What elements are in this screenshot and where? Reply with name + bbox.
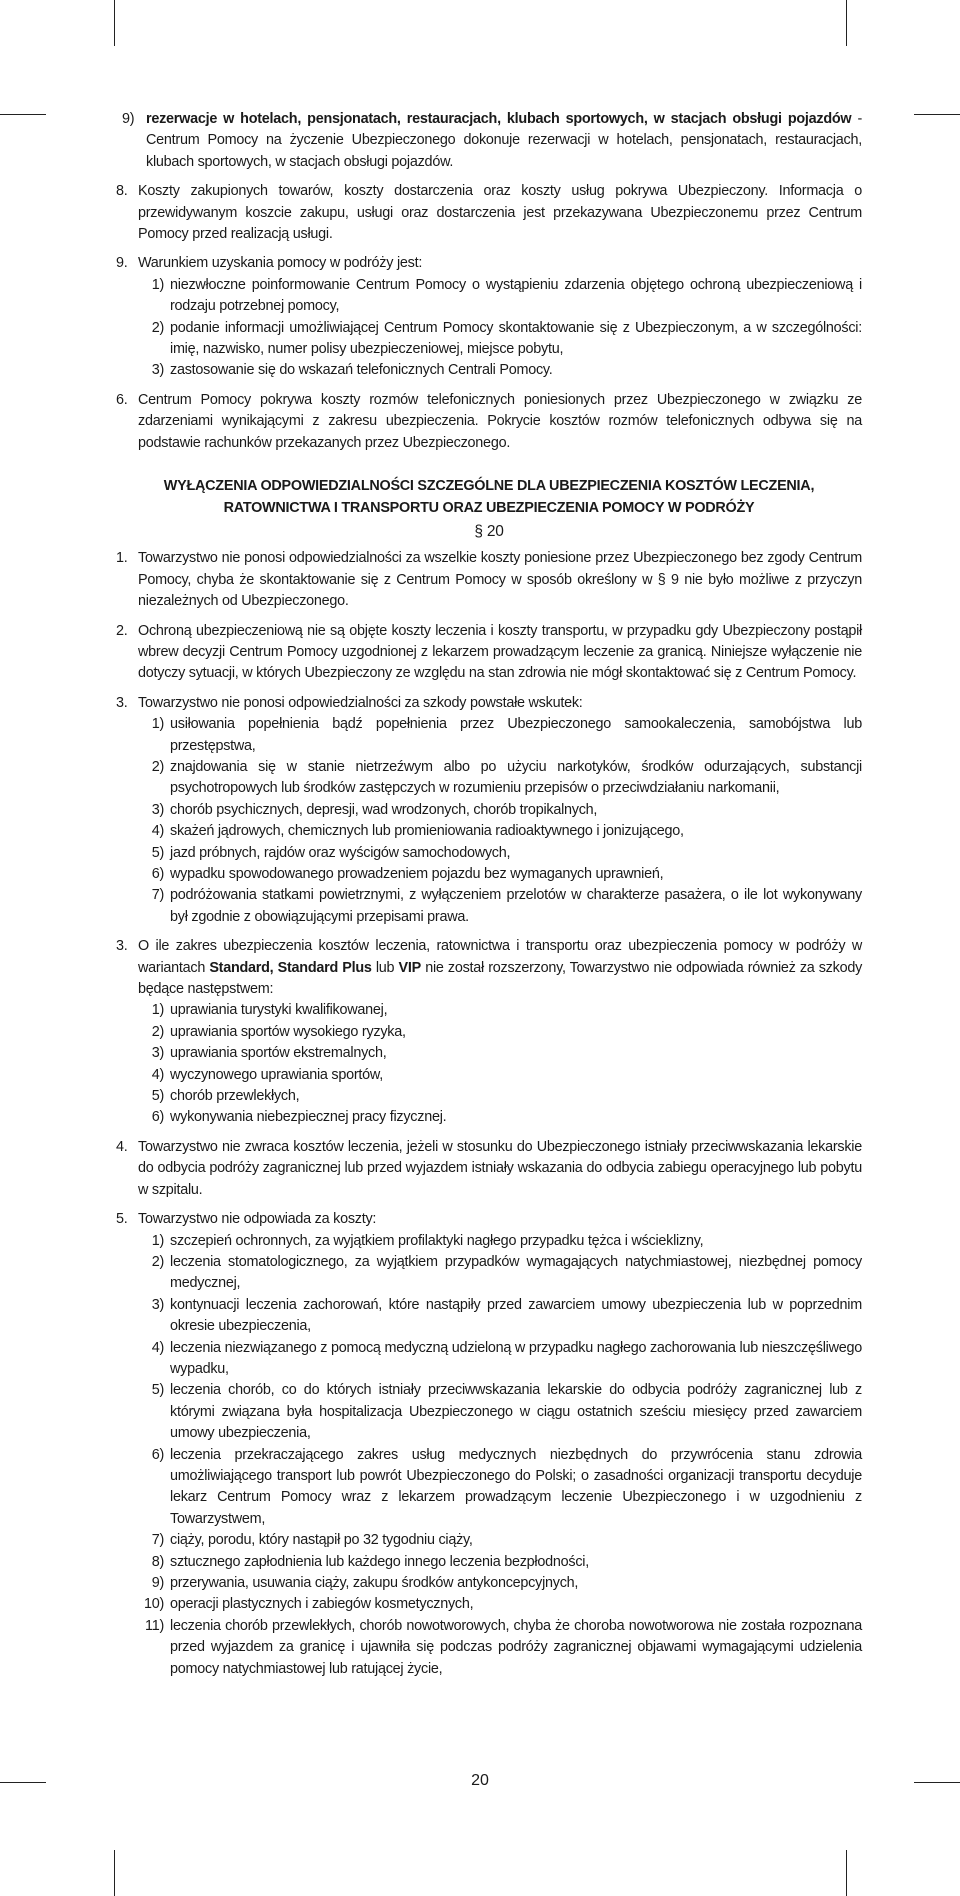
item-bold-text: rezerwacje w hotelach, pensjonatach, restauracjach, klubach sportowych, w stacjach obsługi pojazdów bbox=[146, 111, 852, 127]
sub-item bbox=[138, 1043, 862, 1064]
item-number: 3. bbox=[116, 938, 128, 955]
item-number: 9) bbox=[122, 111, 135, 127]
sub-item bbox=[138, 360, 862, 381]
sub-item-text: leczenia chorób, co do których istniały przeciwwskazania lekarskie do odbycia podróży zagranicznej lub z którymi związana była hospitalizacja Ubezpieczonego w ciągu ostatnich sześciu miesięcy przed zawarciem umowy ubezpieczenia, bbox=[170, 1382, 862, 1442]
sub-item-number: 8) bbox=[151, 1553, 164, 1570]
sub-item-text: leczenia przekraczającego zakres usług medycznych niezbędnych do przywrócenia stanu zdrowia umożliwiającego transport lub powrót Ubezpieczonego do Polski; o zasadności organizacji transportu decyduje lekarz Centrum Pomocy wraz z lekarzem prowadzącym leczenie Ubezpieczonego i w uzgodnieniu z Towarzystwem, bbox=[170, 1446, 862, 1527]
sub-item-number: 3) bbox=[151, 362, 164, 379]
sub-item-text: wyczynowego uprawiania sportów, bbox=[170, 1066, 384, 1083]
sub-item-number: 3) bbox=[151, 1296, 164, 1313]
item-number: 6. bbox=[116, 391, 128, 408]
sub-item bbox=[138, 1530, 862, 1551]
sub-item-text: sztucznego zapłodnienia lub każdego innego leczenia bezpłodności, bbox=[170, 1553, 589, 1570]
paragraph-symbol: § 20 bbox=[474, 522, 504, 540]
sub-item-text: podróżowania statkami powietrznymi, z wyłączeniem przelotów w charakterze pasażera, o ile lot wykonywany był zgodnie z obowiązującymi przepisami prawa. bbox=[170, 887, 862, 925]
list-item bbox=[122, 109, 862, 173]
sub-item-text: wykonywania niebezpiecznej pracy fizycznej. bbox=[170, 1109, 447, 1126]
crop-mark bbox=[914, 114, 960, 115]
item-text: O ile zakres ubezpieczenia kosztów leczenia, ratownictwa i transportu oraz ubezpieczenia pomocy w podróży w wariantach bbox=[138, 938, 862, 976]
sub-item bbox=[138, 318, 862, 361]
sub-item bbox=[138, 275, 862, 318]
sub-item-number: 6) bbox=[151, 866, 164, 882]
sub-item bbox=[138, 757, 862, 800]
sub-item bbox=[138, 1252, 862, 1295]
sub-item-text: skażeń jądrowych, chemicznych lub promieniowania radioaktywnego i jonizującego, bbox=[170, 823, 684, 840]
sub-item-text: niezwłoczne poinformowanie Centrum Pomocy o wystąpieniu zdarzenia objętego ochroną ubezpieczeniową i rodzaju potrzebnej pomocy, bbox=[170, 276, 862, 315]
page-number: 20 bbox=[471, 1772, 489, 1789]
sub-item-text: chorób psychicznych, depresji, wad wrodzonych, chorób tropikalnych, bbox=[170, 801, 598, 818]
sub-item-number: 3) bbox=[151, 1045, 164, 1062]
item-text: nie został rozszerzony, Towarzystwo nie odpowiada również za szkody będące następstwem: bbox=[138, 959, 863, 998]
sub-item bbox=[138, 1616, 862, 1680]
sub-item bbox=[138, 1107, 862, 1128]
sub-item-number: 2) bbox=[151, 1023, 164, 1040]
sub-item-text: uprawiania turystyki kwalifikowanej, bbox=[170, 1002, 388, 1019]
sub-item-number: 1) bbox=[151, 276, 164, 293]
sub-item-text: przerywania, usuwania ciąży, zakupu środków antykoncepcyjnych, bbox=[170, 1575, 579, 1591]
sub-item-text: leczenia niezwiązanego z pomocą medyczną udzieloną w przypadku nagłego zachorowania lub nieszczęśliwego wypadku, bbox=[170, 1339, 862, 1377]
sub-item bbox=[138, 1231, 862, 1252]
sub-item bbox=[138, 821, 862, 842]
item-number: 8. bbox=[116, 183, 128, 200]
sub-item-number: 11) bbox=[145, 1617, 164, 1634]
sub-item bbox=[138, 714, 862, 757]
item-text: - Centrum Pomocy na życzenie Ubezpieczonego dokonuje rezerwacji w hotelach, pensjonatach, restauracjach, klubach sportowych, w stacjach obsługi pojazdów. bbox=[146, 111, 862, 170]
sub-item bbox=[138, 1552, 862, 1573]
sub-item bbox=[138, 864, 862, 885]
item-text: Towarzystwo nie ponosi odpowiedzialności za wszelkie koszty poniesione przez Ubezpieczonego bez zgody Centrum Pomocy, chyba że skontaktowanie się z Centrum Pomocy w sposób określony w § 9 nie było możliwe z przyczyn niezależnych od Ubezpieczonego. bbox=[138, 550, 862, 610]
list-item bbox=[116, 253, 862, 381]
list-item bbox=[116, 548, 862, 612]
sub-item-text: uprawiania sportów ekstremalnych, bbox=[170, 1045, 387, 1062]
sub-list bbox=[138, 275, 862, 382]
sub-item bbox=[138, 1022, 862, 1043]
sub-item-text: zastosowanie się do wskazań telefonicznych Centrali Pomocy. bbox=[170, 362, 553, 379]
item-number: 1. bbox=[116, 550, 128, 567]
list-item bbox=[116, 1137, 862, 1201]
sub-item-text: jazd próbnych, rajdów oraz wyścigów samochodowych, bbox=[170, 844, 511, 861]
item-text: lub bbox=[371, 959, 399, 976]
sub-item-text: ciąży, porodu, który nastąpił po 32 tygodniu ciąży, bbox=[170, 1532, 473, 1549]
sub-item-text: leczenia chorób przewlekłych, chorób nowotworowych, chyba że choroba nowotworowa nie została rozpoznana przed wyjazdem za granicę i ujawniła się podczas podróży zagranicznej objawami wymagającymi udzielenia pomocy natychmiastowej lub ratującej życie, bbox=[170, 1617, 862, 1677]
sub-item bbox=[138, 1065, 862, 1086]
sub-item bbox=[138, 843, 862, 864]
item-number: 4. bbox=[116, 1138, 128, 1155]
section-heading: WYŁĄCZENIA ODPOWIEDZIALNOŚCI SZCZEGÓLNE DLA UBEZPIECZENIA KOSZTÓW LECZENIA, RATOWNICTWA I TRANSPORTU ORAZ UBEZPIECZENIA POMOCY W PODRÓŻY bbox=[163, 478, 815, 516]
sub-item bbox=[138, 1000, 862, 1021]
sub-item-text: podanie informacji umożliwiającej Centrum Pomocy skontaktowanie się z Ubezpieczonym, a w szczególności: imię, nazwisko, numer polisy ubezpieczeniowej, miejsce pobytu, bbox=[170, 319, 862, 358]
item-text: Towarzystwo nie odpowiada za koszty: bbox=[138, 1211, 377, 1228]
item-text: Warunkiem uzyskania pomocy w podróży jest: bbox=[138, 255, 423, 272]
sub-item bbox=[138, 1338, 862, 1381]
sub-item-number: 2) bbox=[151, 319, 164, 336]
item-number: 9. bbox=[116, 255, 128, 272]
sub-item bbox=[138, 1086, 862, 1107]
crop-mark bbox=[0, 114, 46, 115]
sub-item-number: 2) bbox=[151, 1253, 164, 1270]
sub-item-number: 1) bbox=[151, 1002, 164, 1019]
sub-item-number: 5) bbox=[151, 1088, 164, 1105]
sub-item-number: 6) bbox=[151, 1109, 164, 1126]
sub-item-number: 3) bbox=[151, 801, 164, 818]
sub-item-number: 10) bbox=[143, 1596, 164, 1613]
sub-list bbox=[138, 1231, 862, 1681]
list-item bbox=[116, 181, 862, 245]
sub-list bbox=[138, 1000, 862, 1128]
document-body bbox=[116, 109, 862, 1688]
sub-item-number: 9) bbox=[151, 1575, 164, 1591]
sub-item-text: kontynuacji leczenia zachorowań, które nastąpiły przed zawarciem umowy ubezpieczenia lub w poprzednim okresie ubezpieczenia, bbox=[170, 1296, 862, 1335]
list-item bbox=[116, 1209, 862, 1680]
crop-mark bbox=[114, 1850, 115, 1896]
crop-mark bbox=[114, 0, 115, 46]
list-item bbox=[116, 621, 862, 685]
item-bold-text: Standard, Standard Plus bbox=[209, 959, 372, 976]
item-bold-text: VIP bbox=[398, 959, 421, 976]
sub-item-number: 5) bbox=[151, 1382, 164, 1399]
sub-item bbox=[138, 1573, 862, 1594]
sub-item-number: 4) bbox=[151, 823, 164, 840]
crop-mark bbox=[846, 1850, 847, 1896]
sub-item-number: 4) bbox=[151, 1066, 164, 1083]
sub-item bbox=[138, 1445, 862, 1531]
sub-item bbox=[138, 800, 862, 821]
list-item bbox=[116, 693, 862, 928]
item-number: 5. bbox=[116, 1211, 128, 1228]
sub-item bbox=[138, 1594, 862, 1615]
sub-item-number: 2) bbox=[151, 758, 164, 775]
sub-item-text: znajdowania się w stanie nietrzeźwym albo po użyciu narkotyków, środków odurzających, substancji psychotropowych lub środków zastępczych w rozumieniu przepisów o przeciwdziałaniu narkomanii, bbox=[170, 758, 862, 797]
sub-item bbox=[138, 1380, 862, 1444]
sub-item-number: 7) bbox=[151, 887, 164, 904]
sub-item-number: 1) bbox=[151, 1232, 164, 1249]
sub-item-text: szczepień ochronnych, za wyjątkiem profilaktyki nagłego przypadku tężca i wścieklizny, bbox=[170, 1232, 704, 1249]
item-text: Koszty zakupionych towarów, koszty dostarczenia oraz koszty usług pokrywa Ubezpieczony. Informacja o przewidywanym koszcie zakupu, usługi oraz dostarczenia jest przekazywana Ubezpieczonemu przez Centrum Pomocy przed realizacją usługi. bbox=[138, 183, 862, 243]
sub-item-text: leczenia stomatologicznego, za wyjątkiem przypadków wymagających natychmiastowej, niezbędnej pomocy medycznej, bbox=[170, 1253, 862, 1292]
item-text: Centrum Pomocy pokrywa koszty rozmów telefonicznych poniesionych przez Ubezpieczonego w związku ze zdarzeniami wynikającymi z zakresu ubezpieczenia. Pokrycie kosztów rozmów telefonicznych odbywa się na podstawie rachunków przekazanych przez Ubezpieczonego. bbox=[138, 391, 862, 451]
item-text: Towarzystwo nie zwraca kosztów leczenia, jeżeli w stosunku do Ubezpieczonego istniały przeciwwskazania lekarskie do odbycia podróży zagranicznej lub przed wyjazdem istniały wskazania do odbycia zabiegu operacyjnego lub pobytu w szpitalu. bbox=[138, 1138, 862, 1198]
sub-list bbox=[138, 714, 862, 928]
sub-item bbox=[138, 1295, 862, 1338]
sub-item-text: wypadku spowodowanego prowadzeniem pojazdu bez wymaganych uprawnień, bbox=[170, 866, 664, 882]
sub-item-number: 4) bbox=[151, 1339, 164, 1356]
item-text: Towarzystwo nie ponosi odpowiedzialności za szkody powstałe wskutek: bbox=[138, 694, 583, 711]
item-number: 2. bbox=[116, 622, 128, 639]
sub-item-number: 5) bbox=[151, 844, 164, 861]
sub-item-text: chorób przewlekłych, bbox=[170, 1088, 300, 1105]
sub-item-number: 6) bbox=[151, 1446, 164, 1463]
list-item bbox=[116, 390, 862, 454]
sub-item bbox=[138, 885, 862, 928]
sub-item-text: usiłowania popełnienia bądź popełnienia przez Ubezpieczonego samookaleczenia, samobójstwa lub przestępstwa, bbox=[170, 716, 862, 754]
sub-item-number: 7) bbox=[151, 1532, 164, 1549]
sub-item-text: uprawiania sportów wysokiego ryzyka, bbox=[170, 1023, 406, 1040]
item-text: Ochroną ubezpieczeniową nie są objęte koszty leczenia i koszty transportu, w przypadku gdy Ubezpieczony postąpił wbrew decyzji Centrum Pomocy uzgodnionej z lekarzem prowadzącym leczenie za granicą. Niniejsze wyłączenie nie dotyczy sytuacji, w których Ubezpieczony ze względu na stan zdrowia nie mógł skontaktować się z Centrum Pomocy. bbox=[138, 622, 862, 682]
list-item bbox=[116, 936, 862, 1129]
sub-item-text: operacji plastycznych i zabiegów kosmetycznych, bbox=[170, 1596, 474, 1613]
sub-item-number: 1) bbox=[151, 716, 164, 733]
crop-mark bbox=[846, 0, 847, 46]
item-number: 3. bbox=[116, 694, 128, 711]
